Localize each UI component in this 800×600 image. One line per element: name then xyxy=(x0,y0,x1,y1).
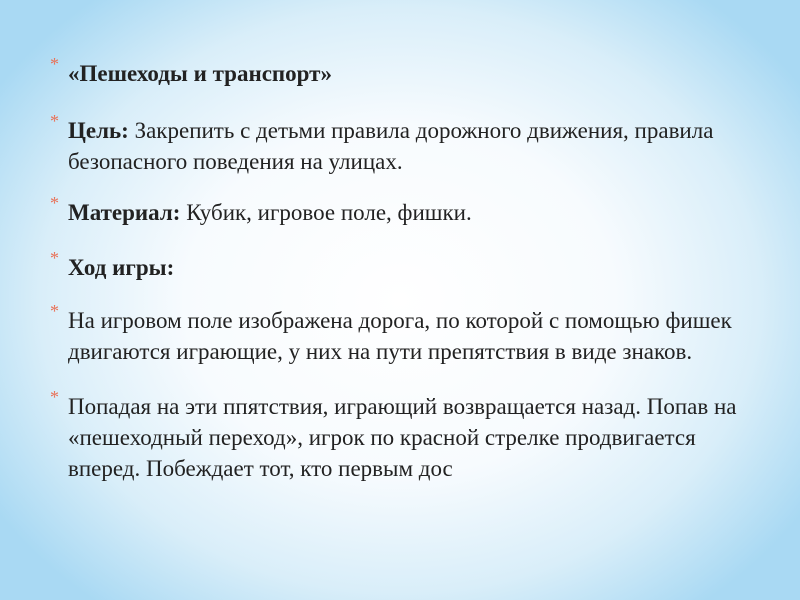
goal-text: Закрепить с детьми правила дорожного движения, правила безопасного поведения на улицах. xyxy=(68,118,714,174)
bullet-star-icon: * xyxy=(50,54,59,74)
material-text: Кубик, игровое поле, фишки. xyxy=(180,200,472,225)
bullet-goal xyxy=(50,111,770,177)
game-title: «Пешеходы и транспорт» xyxy=(68,61,332,86)
course-label: Ход игры: xyxy=(68,255,175,280)
goal-label: Цель: xyxy=(68,118,129,143)
bullet-material xyxy=(50,193,770,228)
bullet-rules xyxy=(50,387,770,484)
bullet-star-icon: * xyxy=(50,193,59,213)
bullet-star-icon: * xyxy=(50,248,59,268)
bullet-description xyxy=(50,301,770,367)
description-text: На игровом поле изображена дорога, по которой с помощью фишек двигаются играющие, у них на пути препятствия в виде знаков. xyxy=(68,308,732,364)
bullet-star-icon: * xyxy=(50,111,59,131)
bullet-course xyxy=(50,248,770,283)
slide-content xyxy=(50,54,770,508)
bullet-star-icon: * xyxy=(50,387,59,407)
bullet-star-icon: * xyxy=(50,301,59,321)
bullet-title xyxy=(50,54,770,89)
rules-text: Попадая на эти ппятствия, играющий возвращается назад. Попав на «пешеходный переход», игрок по красной стрелке продвигается вперед. Побеждает тот, кто первым дос xyxy=(68,394,737,481)
material-label: Материал: xyxy=(68,200,181,225)
